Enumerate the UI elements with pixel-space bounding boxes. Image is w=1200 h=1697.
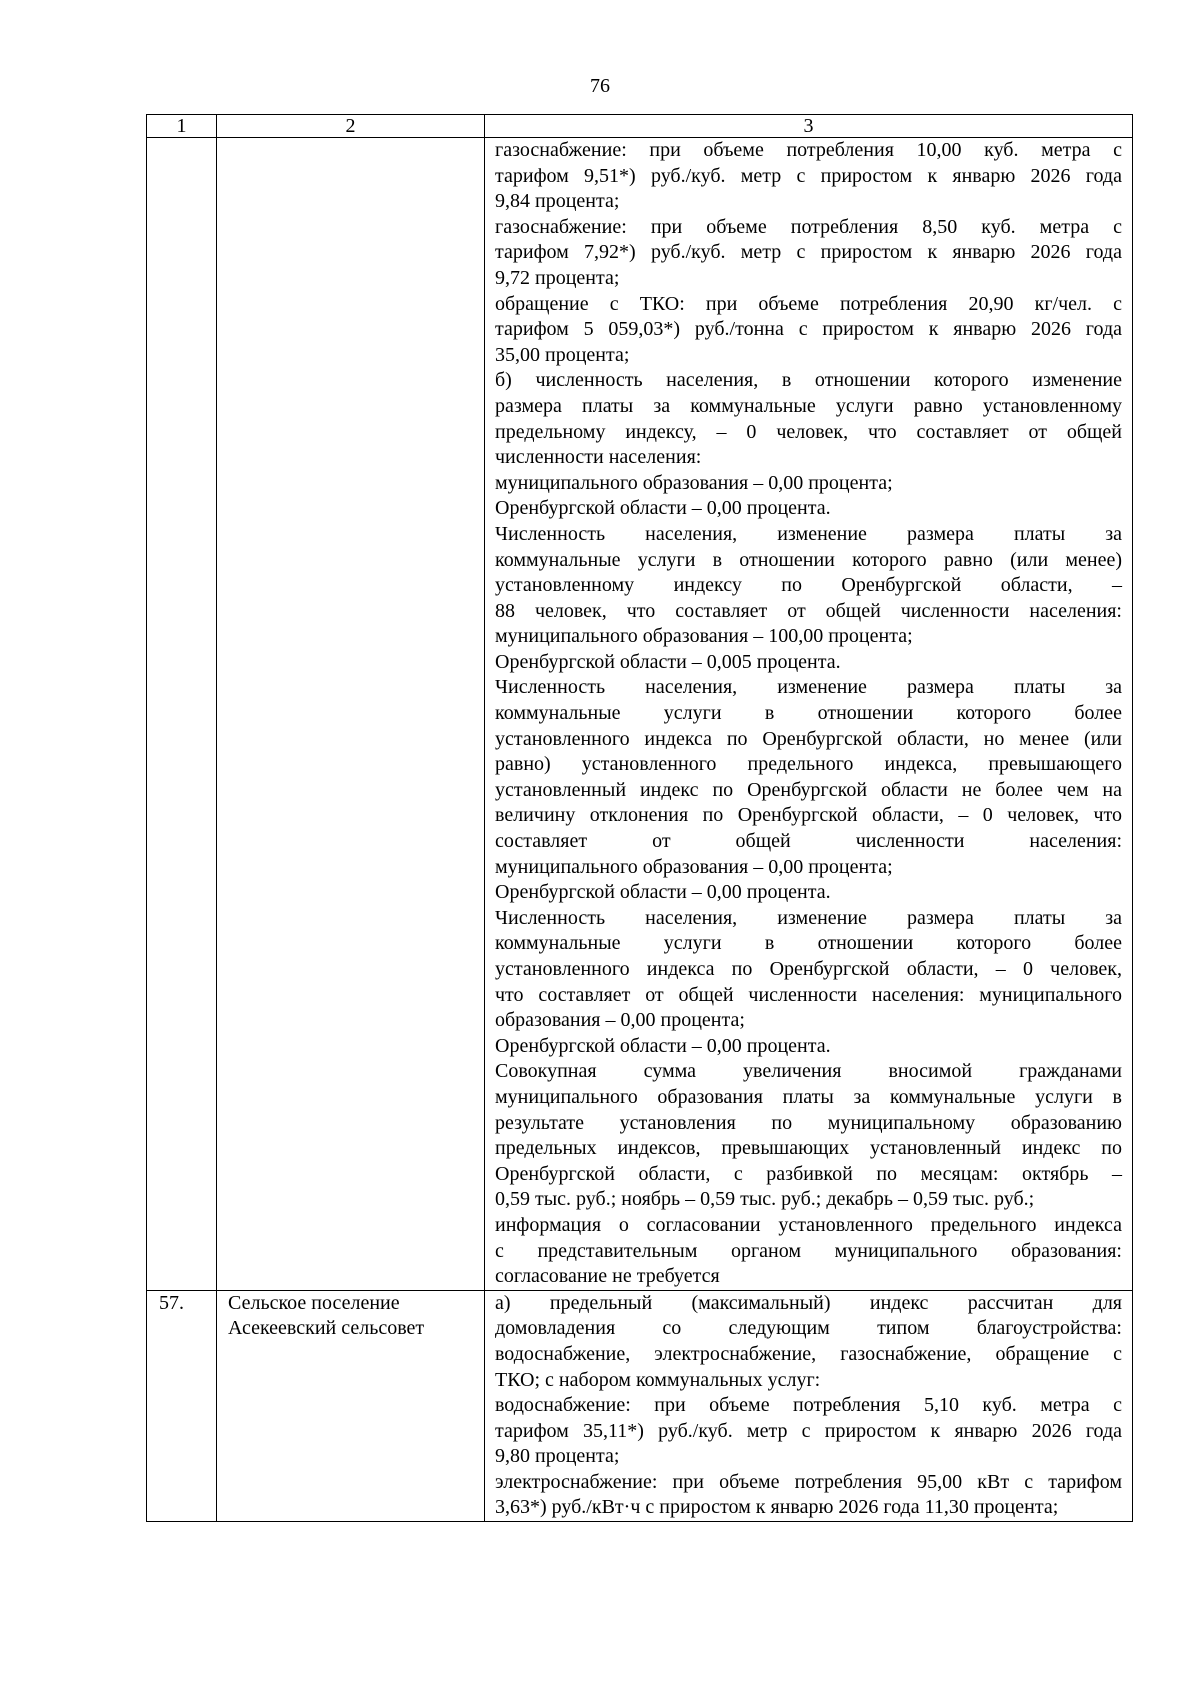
text-line: установленному индексу по Оренбургской области, –	[495, 574, 1122, 597]
text-line: предельному индексу, – 0 человек, что составляет от общей	[495, 420, 1122, 443]
text-line: коммунальные услуги в отношении которого более	[495, 932, 1122, 955]
text-line: результате установления по муниципальному образованию	[495, 1111, 1122, 1134]
text-line: муниципального образования – 100,00 процента;	[495, 625, 913, 648]
text-line: б) численность населения, в отношении которого изменение	[495, 369, 1122, 392]
municipality-name-cell	[217, 1290, 485, 1521]
row-57-text	[495, 1291, 1122, 1521]
text-line: а) предельный (максимальный) индекс рассчитан для	[495, 1291, 1122, 1314]
text-line: газоснабжение: при объеме потребления 8,50 куб. метра с	[495, 215, 1122, 238]
municipality-name-line: Сельское поселение	[228, 1291, 400, 1314]
text-line: образования – 0,00 процента;	[495, 1009, 745, 1032]
municipality-name-line: Асекеевский сельсовет	[228, 1317, 425, 1340]
text-line: размера платы за коммунальные услуги равно установленному	[495, 394, 1122, 417]
text-line: 0,59 тыс. руб.; ноябрь – 0,59 тыс. руб.; декабрь – 0,59 тыс. руб.;	[495, 1188, 1035, 1211]
text-line: величину отклонения по Оренбургской области, – 0 человек, что	[495, 804, 1122, 827]
column-header-3: 3	[485, 115, 1133, 138]
text-line: коммунальные услуги в отношении которого более	[495, 702, 1122, 725]
text-line: составляет от общей численности населения:	[495, 830, 1122, 853]
page-number: 76	[590, 75, 610, 97]
table-header-row	[147, 115, 1133, 138]
text-line: 3,63*) руб./кВт·ч с приростом к январю 2026 года 11,30 процента;	[495, 1496, 1059, 1519]
text-line: тарифом 5 059,03*) руб./тонна с приростом к январю 2026 года	[495, 318, 1122, 341]
text-line: 88 человек, что составляет от общей численности населения:	[495, 599, 1122, 622]
text-line: коммунальные услуги в отношении которого равно (или менее)	[495, 548, 1122, 571]
text-line: установленного индекса по Оренбургской области, – 0 человек,	[495, 958, 1122, 980]
column-header-1: 1	[147, 115, 217, 138]
text-line: Оренбургской области, с разбивкой по месяцам: октябрь –	[495, 1162, 1122, 1185]
continuation-text	[495, 138, 1122, 1290]
text-line: Оренбургской области – 0,00 процента.	[495, 497, 831, 520]
document-table	[146, 114, 1133, 1522]
text-line: водоснабжение, электроснабжение, газоснабжение, обращение с	[495, 1342, 1122, 1365]
text-line: Оренбургской области – 0,005 процента.	[495, 650, 841, 673]
text-line: тарифом 7,92*) руб./куб. метр с приростом к январю 2026 года	[495, 241, 1122, 264]
description-cell	[485, 138, 1133, 1291]
text-line: домовладения со следующим типом благоустройства:	[495, 1317, 1122, 1340]
text-line: Численность населения, изменение размера платы за	[495, 522, 1122, 545]
text-line: с представительным органом муниципального образования:	[495, 1239, 1122, 1262]
text-line: муниципального образования платы за коммунальные услуги в	[495, 1085, 1122, 1108]
text-line: газоснабжение: при объеме потребления 10,00 куб. метра с	[495, 139, 1122, 161]
municipality-name-cell	[217, 138, 485, 1291]
text-line: 9,84 процента;	[495, 190, 620, 213]
text-line: электроснабжение: при объеме потребления 95,00 кВт с тарифом	[495, 1470, 1122, 1493]
text-line: Оренбургской области – 0,00 процента.	[495, 1034, 831, 1057]
text-line: информация о согласовании установленного предельного индекса	[495, 1213, 1122, 1236]
text-line: тарифом 35,11*) руб./куб. метр с приростом к январю 2026 года	[495, 1419, 1122, 1442]
description-cell	[485, 1290, 1133, 1521]
text-line: Численность населения, изменение размера платы за	[495, 676, 1122, 699]
table-row-continuation	[147, 138, 1133, 1291]
text-line: численности населения:	[495, 446, 702, 469]
text-line: предельных индексов, превышающих установленный индекс по	[495, 1137, 1122, 1160]
text-line: Совокупная сумма увеличения вносимой гражданами	[495, 1060, 1122, 1083]
text-line: тарифом 9,51*) руб./куб. метр с приростом к январю 2026 года	[495, 164, 1122, 187]
text-line: 9,72 процента;	[495, 266, 620, 289]
text-line: Оренбургской области – 0,00 процента.	[495, 881, 831, 904]
text-line: 35,00 процента;	[495, 343, 630, 366]
row-number-cell: 57.	[147, 1290, 217, 1521]
text-line: муниципального образования – 0,00 процента;	[495, 855, 893, 878]
text-line: согласование не требуется	[495, 1265, 720, 1288]
text-line: муниципального образования – 0,00 процента;	[495, 471, 893, 494]
text-line: 9,80 процента;	[495, 1445, 620, 1468]
text-line: установленный индекс по Оренбургской области не более чем на	[495, 778, 1122, 801]
text-line: водоснабжение: при объеме потребления 5,10 куб. метра с	[495, 1394, 1122, 1417]
text-line: обращение с ТКО: при объеме потребления 20,90 кг/чел. с	[495, 292, 1122, 315]
table-row-57	[147, 1290, 1133, 1521]
text-line: Численность населения, изменение размера платы за	[495, 906, 1122, 929]
text-line: установленного индекса по Оренбургской области, но менее (или	[495, 727, 1122, 750]
row-number-cell	[147, 138, 217, 1291]
text-line: что составляет от общей численности населения: муниципального	[495, 983, 1122, 1006]
text-line: ТКО; с набором коммунальных услуг:	[495, 1368, 821, 1391]
column-header-2: 2	[217, 115, 485, 138]
text-line: равно) установленного предельного индекса, превышающего	[495, 753, 1122, 776]
